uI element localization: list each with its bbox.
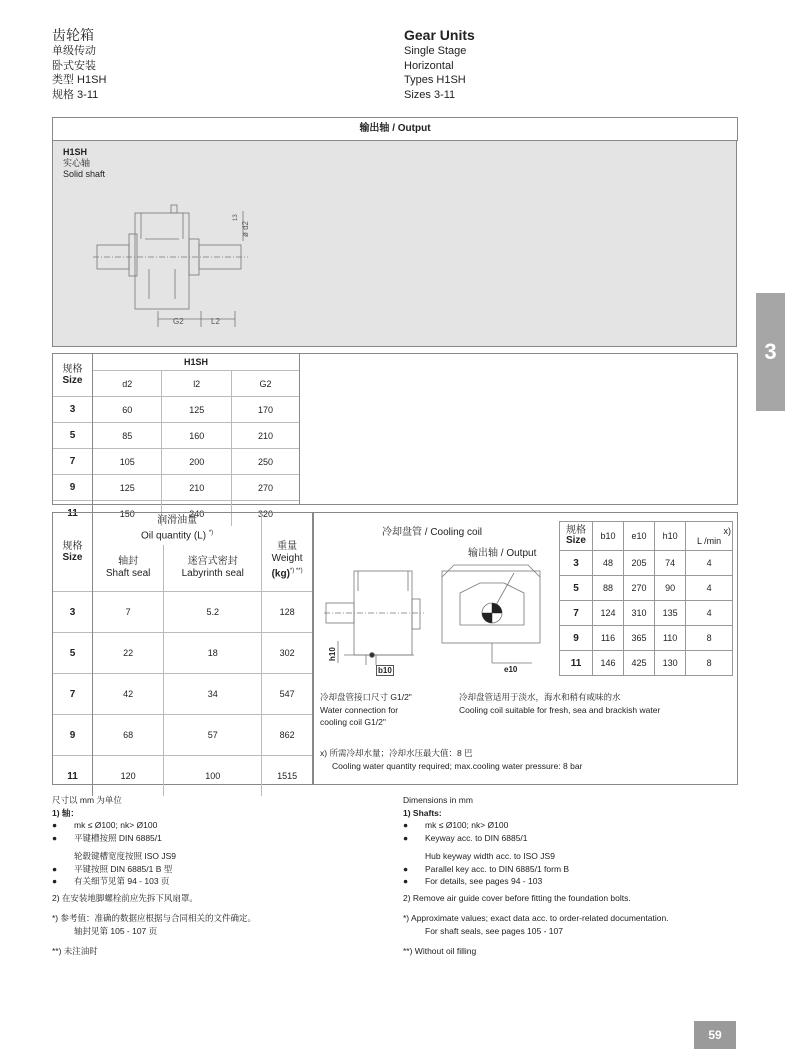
chapter-tab[interactable]: 3 (756, 293, 785, 411)
table-row: 9 125 210 270 (53, 475, 299, 501)
star1-cn: *) 参考值：准确的数据应根据与合同相关的文件确定。 (52, 913, 257, 923)
cool-size-en: Size (565, 535, 586, 546)
weight-unit: (kg) (271, 568, 290, 580)
cool-size-cn: 规格 (566, 525, 586, 536)
b10-label: b10 (378, 666, 392, 675)
shaft-label-en: Solid shaft (63, 169, 106, 179)
oil-qty-sup: *) (208, 530, 214, 537)
bullet-en: mk ≤ Ø100; nk> Ø100 (425, 820, 509, 830)
bullet-en: Parallel key acc. to DIN 6885/1 form B (425, 863, 570, 874)
note-dims-cn: 尺寸以 mm 为单位 (52, 795, 122, 805)
star1b-cn: 轴封见第 105 - 107 页 (74, 925, 158, 936)
col-header-e10: e10 (624, 522, 655, 551)
star2-en: **) Without oil filling (403, 946, 477, 956)
dim-label-d2: ø d2 (241, 220, 250, 237)
size-header-cn: 规格 (62, 364, 83, 375)
type-code: H1SH (63, 147, 88, 157)
header-en-line: Single Stage (404, 45, 467, 57)
bullet-cn: 平键按照 DIN 6885/1 B 型 (74, 863, 173, 874)
note1-cn: 1) 轴： (52, 807, 79, 818)
col-header-d2: d2 (93, 371, 162, 397)
oil-size-en: Size (62, 552, 83, 563)
lab-seal-en: Labyrinth seal (181, 568, 244, 579)
notes-cn: 尺寸以 mm 为单位 1) 轴： ● mk ≤ Ø100; nk> Ø100 ● 平键槽按照 DIN 6885/1 轮毂键槽宽度按照 ISO JS9 ● 平键按照 DIN 6885/1 B 型 ● 有关细节见第 94 - 103 页 2) 在安装地脚螺栓前应先拆下风扇罩。 *) 参考值：准确的数据应根据与合同相关的文件确定。 轴封见第 105 - 107 页 **) 未注油时 (52, 794, 382, 958)
oil-size-cn: 规格 (62, 541, 83, 552)
header-cn-line: 规格 3-11 (52, 88, 99, 101)
col-header-x: x) (723, 526, 731, 536)
note-dims-en: Dimensions in mm (403, 795, 473, 805)
shaft-seal-en: Shaft seal (105, 568, 151, 579)
cooling-title: 冷却盘管 / Cooling coil (382, 527, 483, 538)
header-cn-line: 类型 H1SH (52, 74, 107, 86)
dim-label-l2: L2 (211, 317, 220, 326)
table-row: 3 48 205 74 4 (560, 551, 733, 576)
suit-en: Cooling coil suitable for fresh, sea and brackish water (459, 704, 661, 715)
table-row: 11 150 240 320 (53, 501, 299, 527)
star1b-en: For shaft seals, see pages 105 - 107 (425, 925, 563, 936)
bullet-cn: 有关细节见第 94 - 103 页 (74, 876, 170, 886)
note1-en: 1) Shafts: (403, 807, 442, 818)
header-en-line: Types H1SH (404, 74, 466, 86)
oil-qty-cn: 润滑油量 (157, 515, 198, 527)
oil-table-box (52, 512, 313, 785)
header-en (404, 26, 475, 102)
dimension-table-box (52, 353, 738, 519)
header-en-line: Sizes 3-11 (404, 88, 456, 101)
page-number: 59 (694, 1021, 736, 1049)
header-cn-title: 齿轮箱 (52, 27, 94, 43)
cool-note-cn: x) 所需冷却水量；冷却水压最大值：8 巴 (320, 748, 473, 758)
lab-seal-cn: 迷宫式密封 (187, 556, 238, 567)
bullet-cn: 平键槽按照 DIN 6885/1 (74, 832, 162, 843)
note2-en: 2) Remove air guide cover before fitting the foundation bolts. (403, 892, 631, 903)
star2-cn: **) 未注油时 (52, 946, 98, 956)
bullet-cn-sub: 轮毂键槽宽度按照 ISO JS9 (74, 851, 177, 861)
shaft-label-cn: 实心轴 (63, 158, 91, 168)
shaft-seal-cn: 轴封 (118, 556, 139, 567)
weight-cn: 重量 (277, 540, 298, 552)
col-header-h10: h10 (655, 522, 686, 551)
weight-en: Weight (271, 552, 303, 564)
table-row: 9 68 57 862 (53, 715, 312, 756)
table-row: 5 88 270 90 4 (560, 576, 733, 601)
output-section-title: 输出轴 / Output (52, 117, 738, 141)
header-cn (52, 26, 106, 102)
solid-shaft-panel (52, 140, 286, 347)
col-header-lmin: L /min (696, 536, 722, 546)
cooling-coil-drawing (314, 513, 554, 683)
weight-sup: *) **) (289, 567, 303, 574)
col-header-b10: b10 (593, 522, 624, 551)
bullet-cn: mk ≤ Ø100; nk> Ø100 (74, 820, 158, 830)
header-cn-line: 卧式安装 (52, 59, 96, 72)
header-cn-line: 单级传动 (52, 45, 96, 57)
col-header-g2: G2 (231, 371, 299, 397)
suit-cn: 冷却盘管适用于淡水，海水和稍有咸味的水 (459, 692, 621, 702)
conn-en2: cooling coil G1/2" (320, 717, 386, 727)
notes-en: Dimensions in mm 1) Shafts: ● mk ≤ Ø100; nk> Ø100 ● Keyway acc. to DIN 6885/1 Hub keyway width acc. to ISO JS9 ● Parallel key acc. to DIN 6885/1 form B ● For details, see pages 94 - 103 2) Remove air guide cover before fitting the foundation bolts. *) Approximate values; exact data acc. to order-related documentation. For shaft seals, see pages 105 - 107 **) Without oil filling (403, 794, 733, 958)
table-row: 3 7 5.2 128 (53, 592, 312, 633)
size-header-en: Size (62, 375, 83, 386)
cooling-output-label: 输出轴 / Output (468, 548, 537, 559)
table-row: 5 22 18 302 (53, 633, 312, 674)
dimension-table (53, 354, 299, 526)
dim-label-tick: 13 (233, 214, 239, 221)
header-en-title: Gear Units (404, 27, 475, 43)
table-row: 9 116 365 110 8 (560, 626, 733, 651)
star1-en: *) Approximate values; exact data acc. to order-related documentation. (403, 913, 669, 923)
table-row: 3 60 125 170 (53, 397, 299, 423)
group-header: H1SH (183, 357, 208, 367)
cool-note-en: Cooling water quantity required; max.cooling water pressure: 8 bar (332, 760, 583, 771)
bullet-en: For details, see pages 94 - 103 (425, 876, 543, 886)
cooling-table (559, 521, 733, 676)
table-row: 5 85 160 210 (53, 423, 299, 449)
bullet-en-sub: Hub keyway width acc. to ISO JS9 (425, 851, 555, 861)
table-row: 7 42 34 547 (53, 674, 312, 715)
col-header-l2: l2 (162, 371, 231, 397)
conn-en1: Water connection for (320, 704, 399, 715)
table-row: 11 120 100 1515 (53, 756, 312, 797)
table-row: 7 105 200 250 (53, 449, 299, 475)
table-row: 7 124 310 135 4 (560, 601, 733, 626)
solid-shaft-drawing (53, 141, 285, 346)
dim-label-g2: G2 (173, 317, 184, 326)
output-empty-panel (285, 140, 737, 347)
bullet-en: Keyway acc. to DIN 6885/1 (425, 832, 528, 843)
header-en-line: Horizontal (404, 59, 454, 72)
table-row: 11 146 425 130 8 (560, 651, 733, 676)
conn-cn: 冷却盘管接口尺寸 G1/2" (320, 692, 412, 702)
oil-qty-en: Oil quantity (L) (141, 530, 207, 542)
note2-cn: 2) 在安装地脚螺栓前应先拆下风扇罩。 (52, 892, 198, 903)
oil-table (53, 513, 312, 796)
e10-label: e10 (504, 665, 518, 674)
h10-label: h10 (328, 647, 337, 661)
cooling-coil-box (313, 512, 738, 785)
